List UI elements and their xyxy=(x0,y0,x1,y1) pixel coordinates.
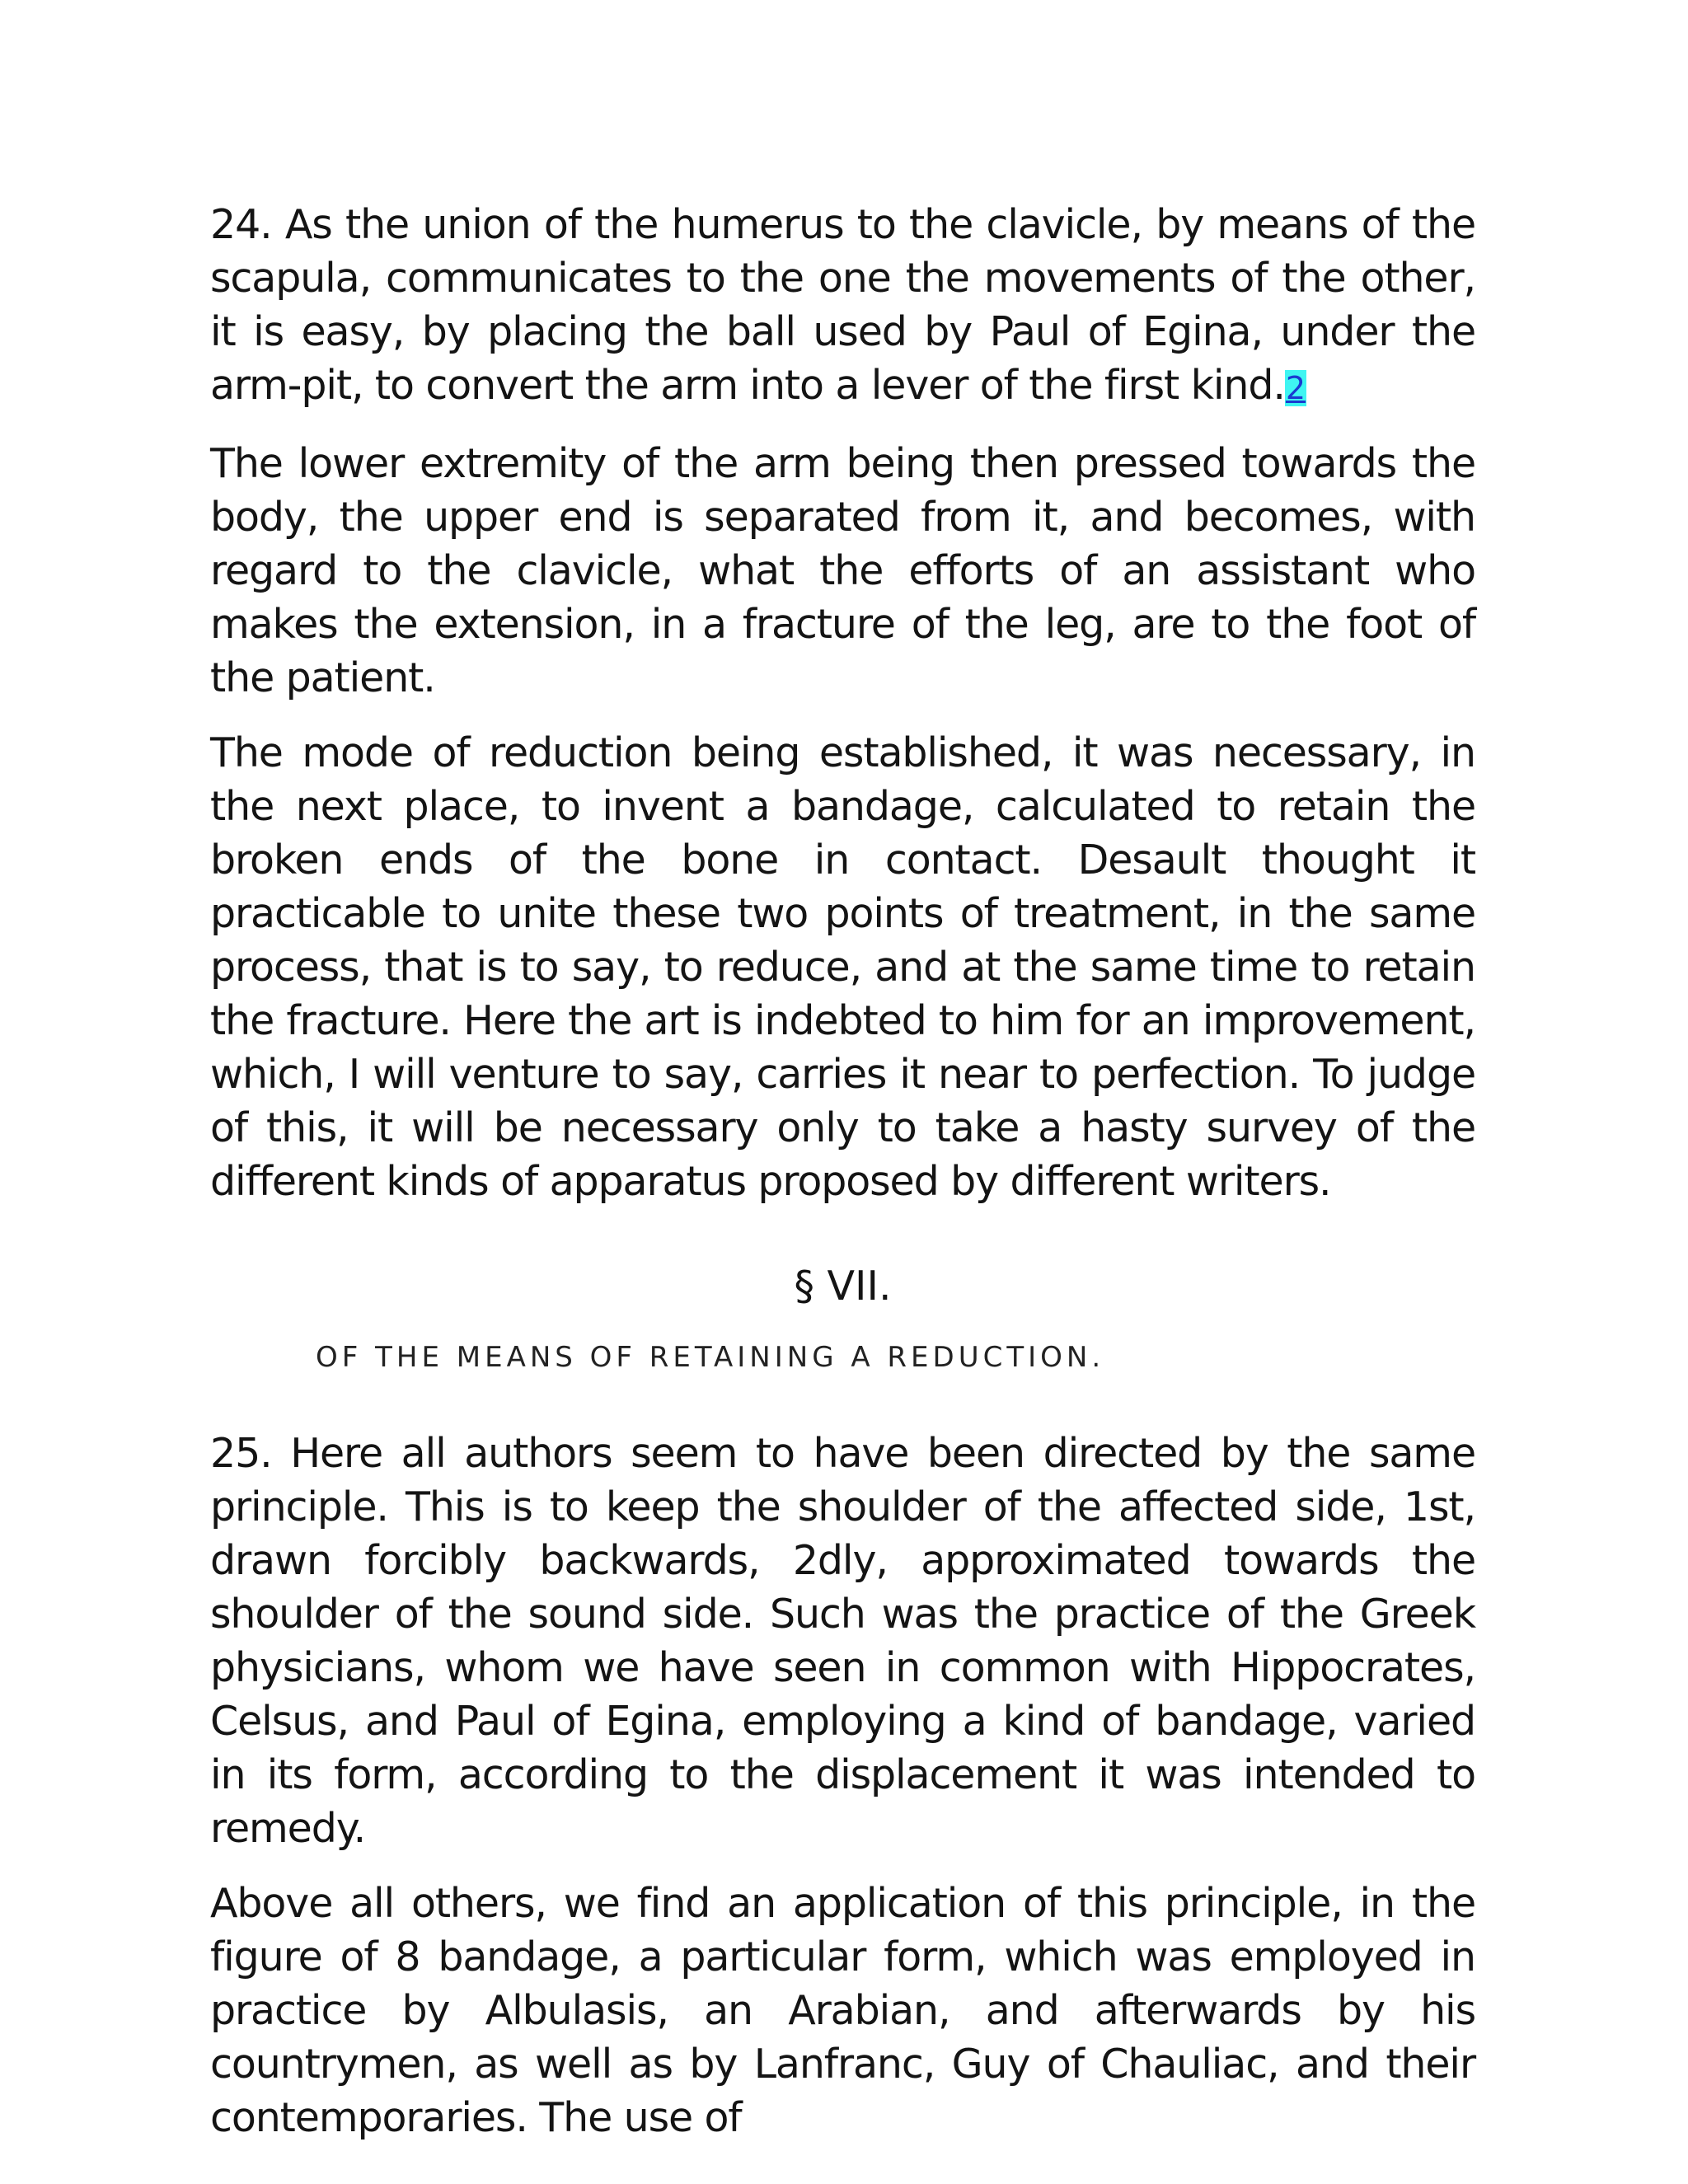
paragraph-25: 25. Here all authors seem to have been directed by the same principle. This is to keep the shoulder of the affected side, 1st, drawn forcibly backwards, 2dly, approximated towards the shoulder of the sound side. Such was the practice of the Greek physicians, whom we have seen in common with Hippocrates, Celsus, and Paul of Egina, employing a kind of bandage, varied in its form, according to the displacement it was intended to remedy. xyxy=(210,1430,1475,1852)
paragraph-24-text: 24. As the union of the humerus to the clavicle, by means of the scapula, communicates to the one the movements of the other, it is easy, by placing the ball used by Paul of Egina, under the arm-pit, to convert the arm into a lever of the first kind. xyxy=(210,201,1475,409)
paragraph-24 xyxy=(210,198,1475,415)
footnote-link[interactable]: 2 xyxy=(1285,370,1306,406)
section-title: OF THE MEANS OF RETAINING A REDUCTION. xyxy=(316,1341,1105,1374)
paragraph-lower-extremity: The lower extremity of the arm being then pressed towards the body, the upper end is separated from it, and becomes, with regard to the clavicle, what the efforts of an assistant who makes the extension, in a fracture of the leg, are to the foot of the patient. xyxy=(210,440,1475,701)
paragraph-mode-of-reduction: The mode of reduction being established, it was necessary, in the next place, to invent a bandage, calculated to retain the broken ends of the bone in contact. Desault thought it practicable to unite these two points of treatment, in the same process, that is to say, to reduce, and at the same time to retain the fracture. Here the art is indebted to him for an improvement, which, I will venture to say, carries it near to perfection. To judge of this, it will be necessary only to take a hasty survey of the different kinds of apparatus proposed by different writers. xyxy=(210,729,1475,1205)
paragraph-above-all-others: Above all others, we find an application of this principle, in the figure of 8 bandage, a particular form, which was employed in practice by Albulasis, an Arabian, and afterwards by his countrymen, as well as by Lanfranc, Guy of Chauliac, and their contemporaries. The use of xyxy=(210,1880,1475,2141)
section-number: § VII. xyxy=(794,1263,892,1310)
page-content xyxy=(210,198,1475,2166)
